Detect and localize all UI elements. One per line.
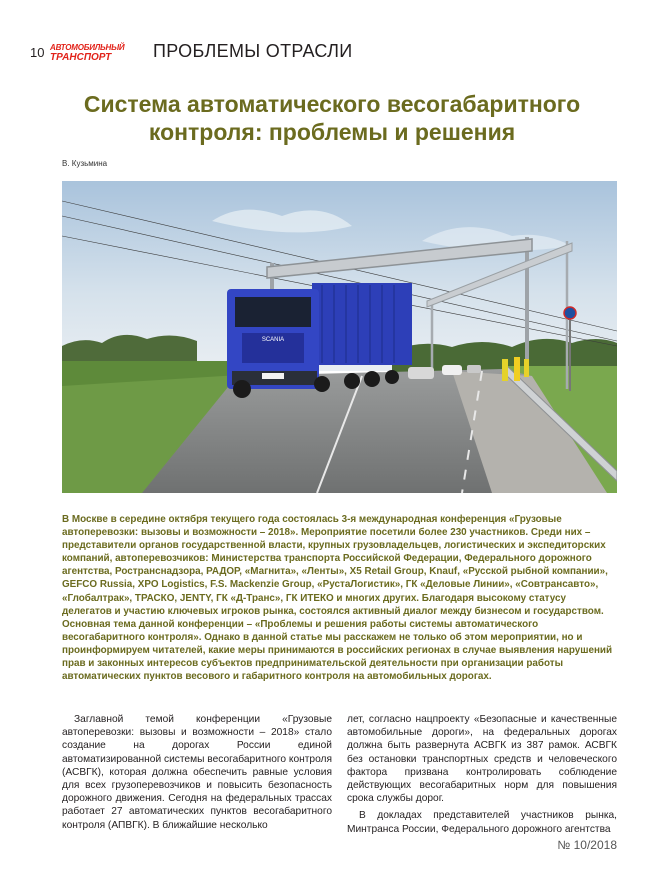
article-lead: В Москве в середине октября текущего года состоялась 3-я международная конференция «Грузовые автоперевозки: вызовы и возможности – 2018». Мероприятие посетили более 230 участников. Среди них – представители органов государственной власти, крупных грузовладельцев, логистических и экспедиторских компаний, автоперевозчиков: Министерства транспорта Российской Федерации, Федерального дорожного агентства, Ространснадзора, РАДОР, «Магнита», «Ленты», X5 Retail Group, Knauf, «Русской рыбной компании», GEFCO Russia, XPO Logistics, F.S. Mackenzie Group, «РустаЛогистик», ГК «Деловые Линии», «Совтрансавто», «Глобалтрак», ТРАСКО, JENTY, ГК «Д-Транс», ГК ИТЕКО и многих других. Благодаря высокому статусу делегатов и участию ключевых игроков рынка, состоялся активный диалог между бизнесом и государством. Основная тема данной конференции – «Проблемы и решения работы системы автоматического весогабаритного контроля». Однако в данной статье мы расскажем не только об этом мероприятии, но и проинформируем читателей, какие меры принимаются в российских регионах в случае выявления нарушений прав и законных интересов субъектов предпринимательской деятельности при организации работы автоматических пунктов весового и габаритного контроля на автомобильных дорогах. xyxy=(62,514,613,683)
page-header xyxy=(30,40,640,64)
truck-wheel xyxy=(233,380,251,398)
truck-trailer xyxy=(312,283,412,365)
col2-paragraph-2: В докладах представителей участников рынка, Минтранса России, Федерального дорожного агентства xyxy=(347,810,617,835)
truck-windshield xyxy=(235,297,311,327)
issue-number: № 10/2018 xyxy=(557,838,617,852)
car xyxy=(442,365,462,375)
title-line2: контроля: проблемы и решения xyxy=(148,119,516,145)
truck-wheel xyxy=(364,371,380,387)
article-photo xyxy=(62,181,617,493)
road-scene-illustration xyxy=(62,181,617,493)
author-byline: В. Кузьмина xyxy=(62,159,108,168)
article-title xyxy=(40,90,624,146)
license-plate xyxy=(262,373,284,379)
truck-brand: SCANIA xyxy=(261,337,285,343)
col1-paragraph-1: Заглавной темой конференции «Грузовые автоперевозки: вызовы и возможности – 2018» стало создание на дорогах России единой автоматизированной системы весогабаритного контроля (АСВГК), которая должна обеспечить равные условия для всех грузоперевозчиков и повысить безопасность дорожного движения. Сегодня на федеральных трассах работает 27 автоматических пунктов весогабаритного контроля (АПВГК). В ближайшие несколько xyxy=(62,714,332,831)
truck-wheel xyxy=(385,370,399,384)
magazine-logo xyxy=(50,44,132,64)
truck-wheel xyxy=(344,373,360,389)
page-number: 10 xyxy=(30,45,45,60)
section-title: ПРОБЛЕМЫ ОТРАСЛИ xyxy=(153,41,353,61)
col2-paragraph-1: лет, согласно нацпроекту «Безопасные и качественные автомобильные дороги», на федеральных дорогах должна быть развернута АСВГК из 387 рамок. АСВГК без остановки транспортных средств и человеческого фактора призвана контролировать соблюдение действующих весогабаритных норм для повышения срока службы дорог. xyxy=(347,714,617,805)
logo-line2: ТРАНСПОРТ xyxy=(50,52,112,63)
logo-line1: АВТОМОБИЛЬНЫЙ xyxy=(50,43,125,52)
car xyxy=(467,365,481,373)
column-2 xyxy=(347,713,617,836)
column-1 xyxy=(62,713,332,832)
car xyxy=(408,367,434,379)
title-line1: Система автоматического весогабаритного xyxy=(83,91,581,117)
truck-wheel xyxy=(314,376,330,392)
